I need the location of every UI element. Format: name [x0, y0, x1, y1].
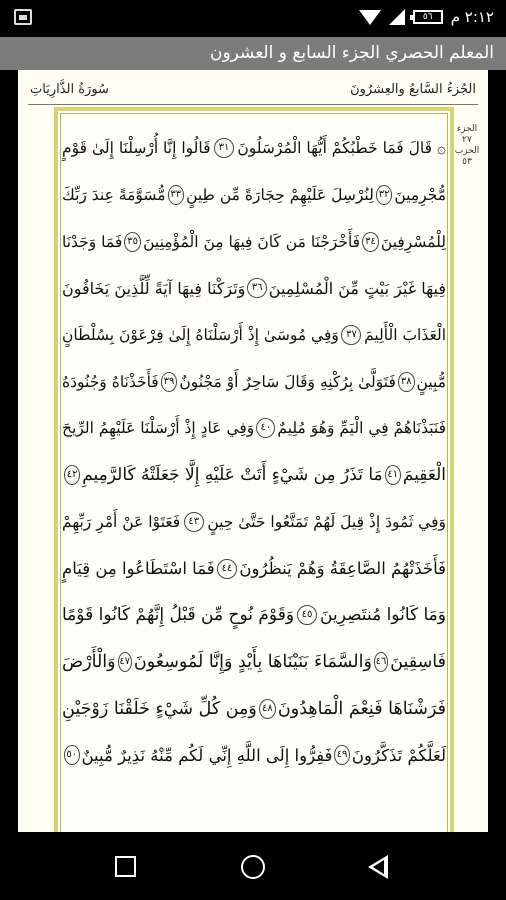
verse-text: وَفِي ثَمُودَ إِذْ قِيلَ لَهُمْ تَمَتَّعُوا حَتَّىٰ حِينٍ [207, 512, 446, 531]
verse-number-marker: ٣٣ [168, 185, 185, 205]
text-line [62, 125, 446, 172]
app-title-bar [0, 37, 506, 70]
juz-title: الجُزءُ السَّابعُ والعِشرُونَ [350, 82, 476, 97]
verse-text: فَاسِقِينَ [390, 651, 446, 672]
verse-text: وَفِي عَادٍ إِذْ أَرْسَلْنَا عَلَيْهِمُ الرِّيحَ [62, 419, 255, 438]
juz-hizb-marker: الجزء ٢٧ الحزب ٥٣ [454, 124, 480, 167]
verse-number-marker: ٣٢ [376, 185, 393, 205]
verse-text: وَالْأَرْضَ [62, 651, 116, 672]
verse-number-marker: ٣٥ [124, 232, 141, 252]
verse-text: فَتَوَلَّىٰ بِرُكْنِهِ وَقَالَ سَاحِرٌ أَوْ مَجْنُونٌ [179, 372, 396, 391]
text-line [62, 312, 446, 359]
battery-icon: ٥٦ [413, 10, 443, 24]
verse-number-marker: ٣٧ [341, 325, 361, 345]
verse-number-marker: ٤٠ [256, 418, 275, 438]
quran-text [62, 125, 446, 779]
verse-text: مُّبِينٍ [416, 372, 446, 391]
verse-text: مَا تَذَرُ مِن شَيْءٍ أَتَتْ عَلَيْهِ إِلَّا جَعَلَتْهُ كَالرَّمِيمِ [82, 465, 383, 486]
page-header [18, 70, 488, 106]
verse-number-marker: ٤٧ [118, 652, 132, 672]
verse-text: فَأَخَذْنَاهُ وَجُنُودَهُ [62, 372, 159, 391]
verse-text: فَمَا اسْتَطَاعُوا مِن قِيَامٍ [62, 559, 215, 579]
status-indicators [359, 8, 494, 26]
verse-number-marker: ٣١ [214, 138, 234, 158]
verse-text: فَفِرُّوا إِلَى اللَّهِ إِنِّي لَكُم مِّنْهُ نَذِيرٌ مُّبِينٌ [81, 745, 333, 765]
verse-number-marker: ٣٩ [161, 372, 178, 392]
verse-text: مُّسَوَّمَةً عِندَ رَبِّكَ [62, 186, 166, 205]
verse-text: فَأَخْرَجْنَا مَن كَانَ فِيهَا مِنَ الْمُؤْمِنِينَ [143, 232, 361, 251]
status-bar [0, 0, 506, 37]
verse-text: الْعَذَابَ الْأَلِيمَ [364, 326, 446, 345]
verse-text: قَالُوا إِنَّا أُرْسِلْنَا إِلَىٰ قَوْمٍ [62, 139, 211, 158]
header-divider [28, 104, 478, 105]
verse-text: لِنُرْسِلَ عَلَيْهِمْ حِجَارَةً مِّن طِينٍ [186, 186, 374, 205]
verse-number-marker: ٣٦ [247, 278, 266, 298]
verse-text: فِيهَا غَيْرَ بَيْتٍ مِّنَ الْمُسْلِمِينَ [268, 278, 446, 298]
verse-text: وَتَرَكْنَا فِيهَا آيَةً لِّلَّذِينَ يَخَافُونَ [62, 278, 246, 298]
verse-text: ۞ قَالَ فَمَا خَطْبُكُمْ أَيُّهَا الْمُرْسَلُونَ [237, 139, 446, 158]
text-line [62, 172, 446, 219]
verse-text: فَأَخَذَتْهُمُ الصَّاعِقَةُ وَهُمْ يَنظُرُونَ [239, 559, 446, 579]
verse-number-marker: ٤١ [385, 465, 401, 485]
verse-text: فَمَا وَجَدْنَا [62, 232, 123, 251]
text-line [62, 685, 446, 732]
home-button-icon[interactable] [241, 855, 265, 879]
clock: ٢:١٢ م [450, 8, 494, 26]
verse-text: فَعَتَوْا عَنْ أَمْرِ رَبِّهِمْ [62, 512, 181, 531]
text-line [62, 545, 446, 592]
surah-title: سُورَةُ الذَّارِيَاتِ [30, 82, 109, 97]
verse-text: لَعَلَّكُمْ تَذَكَّرُونَ [351, 745, 446, 765]
verse-text: وَالسَّمَاءَ بَنَيْنَاهَا بِأَيْدٍ وَإِنَّا لَمُوسِعُونَ [133, 651, 372, 672]
mushaf-page[interactable] [18, 70, 488, 832]
wifi-icon [359, 10, 381, 25]
verse-number-marker: ٤٤ [217, 559, 237, 579]
text-line [62, 218, 446, 265]
back-button-icon[interactable] [368, 855, 388, 879]
gallery-notification-icon [14, 9, 32, 25]
verse-text: وَمَا كَانُوا مُنتَصِرِينَ [320, 605, 446, 626]
verse-number-marker: ٤٦ [374, 652, 388, 672]
verse-text: الْعَقِيمَ [402, 465, 446, 486]
signal-icon [389, 9, 405, 25]
text-line [62, 592, 446, 639]
verse-text: وَقَوْمَ نُوحٍ مِّن قَبْلُ إِنَّهُمْ كَانُوا قَوْمًا [62, 605, 295, 626]
text-line [62, 405, 446, 452]
text-line [62, 639, 446, 686]
verse-number-marker: ٣٨ [398, 372, 415, 392]
verse-number-marker: ٥٠ [64, 745, 79, 765]
verse-number-marker: ٤٢ [64, 465, 80, 485]
text-line [62, 265, 446, 312]
verse-text: لِلْمُسْرِفِينَ [380, 232, 446, 251]
text-line [62, 732, 446, 779]
verse-number-marker: ٤٣ [184, 512, 204, 532]
text-line [62, 358, 446, 405]
verse-number-marker: ٤٥ [297, 605, 317, 625]
verse-text: فَرَشْنَاهَا فَنِعْمَ الْمَاهِدُونَ [277, 698, 446, 719]
recents-button-icon[interactable] [115, 856, 136, 877]
navigation-bar [0, 835, 506, 900]
verse-text: مُّجْرِمِينَ [394, 186, 446, 205]
text-line [62, 452, 446, 499]
verse-text: وَمِن كُلِّ شَيْءٍ خَلَقْنَا زَوْجَيْنِ [62, 698, 257, 719]
verse-number-marker: ٤٩ [334, 745, 349, 765]
text-line [62, 499, 446, 546]
verse-text: وَفِي مُوسَىٰ إِذْ أَرْسَلْنَاهُ إِلَىٰ فِرْعَوْنَ بِسُلْطَانٍ [62, 326, 339, 345]
verse-text: فَنَبَذْنَاهُمْ فِي الْيَمِّ وَهُوَ مُلِيمٌ [277, 419, 446, 438]
app-title: المعلم الحصري الجزء السابع و العشرون [209, 43, 494, 63]
verse-number-marker: ٣٤ [362, 232, 379, 252]
verse-number-marker: ٤٨ [259, 699, 276, 719]
